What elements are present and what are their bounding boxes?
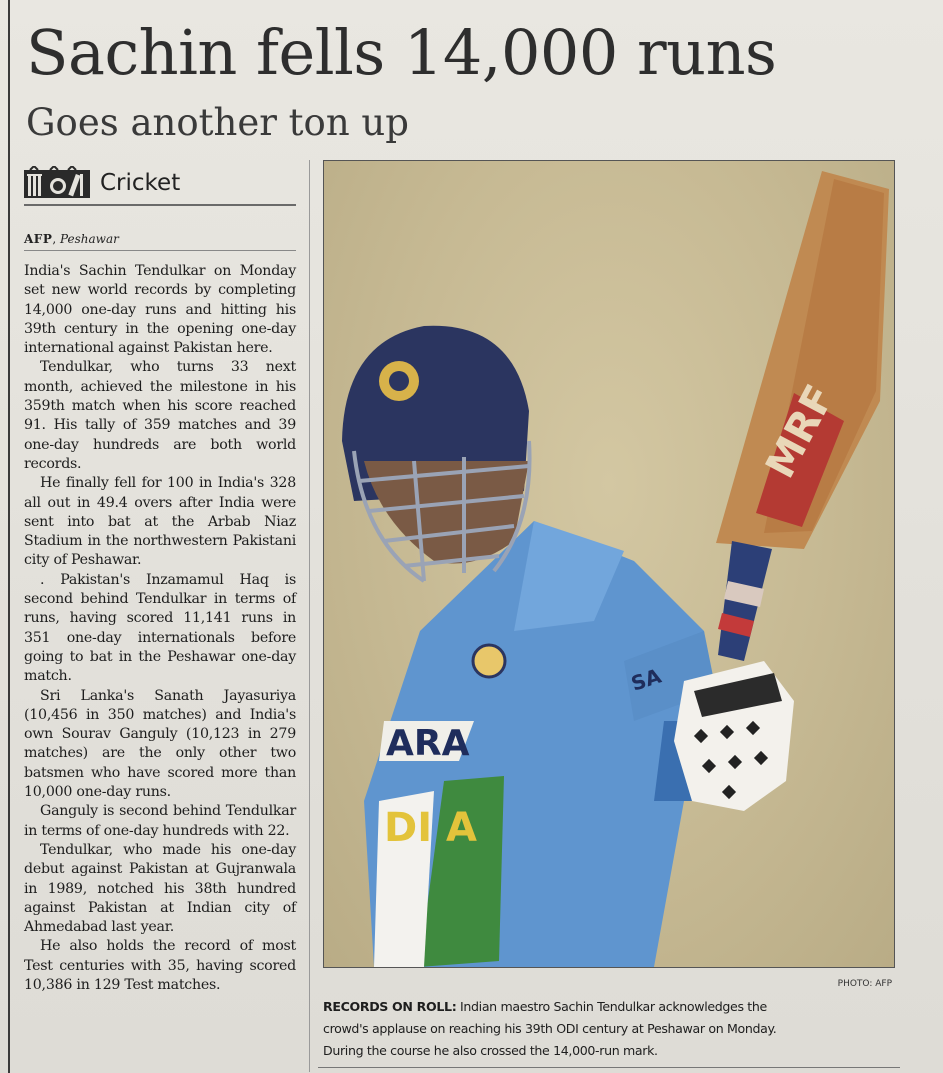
column-border — [8, 0, 10, 1073]
helmet — [342, 326, 530, 581]
caption-lead: RECORDS ON ROLL: — [323, 999, 457, 1014]
sleeve-logo-text: SA — [628, 663, 664, 696]
dateline: AFP, Peshawar — [24, 228, 296, 251]
caption-line-3: During the course he also crossed the 14,000-run mark. — [323, 1043, 658, 1058]
article-paragraph: Ganguly is second behind Tendulkar in terms of one-day hundreds with 22. — [24, 803, 296, 839]
article-paragraph: Tendulkar, who turns 33 next month, achieved the milestone in his 359th match when his score reached 91. His tally of 359 matches and 39 one-day hundreds are both world records. — [24, 359, 296, 472]
jersey-sponsor-text: ARA — [386, 723, 470, 764]
dateline-agency: AFP — [24, 232, 53, 246]
article-paragraph: . Pakistan's Inzamamul Haq is second behind Tendulkar in terms of runs, having scored 11,141 runs in 351 one-day internationals before going to bat in the Peshawar one-day match. — [24, 571, 296, 685]
batting-glove — [674, 661, 794, 811]
caption-line — [323, 996, 898, 1018]
photo-credit: PHOTO: AFP — [837, 979, 892, 989]
cricket-icon — [24, 166, 94, 200]
section-label: Cricket — [100, 170, 181, 196]
jersey-country-text: DI A — [384, 805, 477, 851]
section-tag — [24, 162, 296, 206]
article-paragraph: He finally fell for 100 in India's 328 all out in 49.4 overs after India were sent into bat at the Arbab Niaz Stadium in the northwestern Pakistani city of Peshawar. — [24, 475, 296, 569]
caption-line-2: crowd's applause on reaching his 39th ODI century at Peshawar on Monday. — [323, 1021, 777, 1036]
photo-caption — [323, 996, 898, 1062]
article-paragraph: Tendulkar, who made his one-day debut against Pakistan at Gujranwala in 1989, notched his 38th hundred against Pakistan at Indian city of Ahmedabad last year. — [24, 841, 296, 936]
bottom-divider — [318, 1067, 900, 1068]
news-photo — [323, 160, 895, 968]
headline: Sachin fells 14,000 runs — [26, 16, 777, 89]
article-paragraph: India's Sachin Tendulkar on Monday set new world records by completing 14,000 one-day runs and hitting his 39th century in the opening one-day international against Pakistan here. — [24, 263, 296, 357]
column-divider — [309, 160, 310, 1072]
cricketer-illustration — [324, 161, 894, 967]
article-body — [24, 262, 296, 995]
caption-line-1: Indian maestro Sachin Tendulkar acknowledges the — [456, 999, 767, 1014]
bat-brand-text: MRF — [757, 377, 844, 486]
article-paragraph: He also holds the record of most Test centuries with 35, having scored 10,386 in 129 Test matches. — [24, 938, 296, 993]
article-paragraph: Sri Lanka's Sanath Jayasuriya (10,456 in 350 matches) and India's own Sourav Ganguly (10,123 in 279 matches) are the only other two batsmen who have scored more than 10,000 one-day runs. — [24, 687, 296, 801]
subheadline: Goes another ton up — [26, 101, 409, 144]
cricket-bat — [716, 171, 889, 661]
dateline-place: Peshawar — [60, 232, 119, 246]
